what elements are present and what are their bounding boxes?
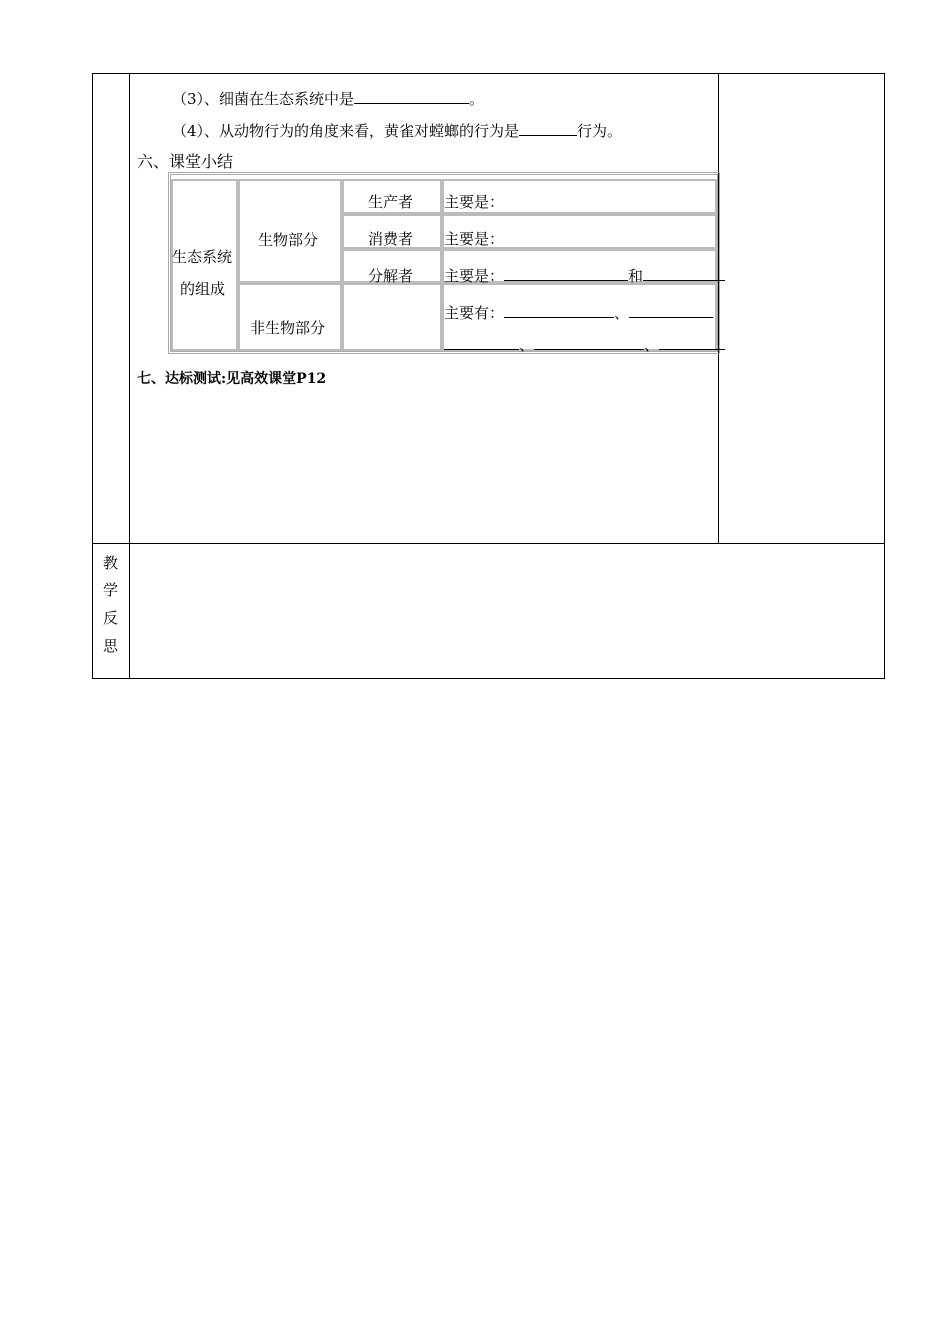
question-4 xyxy=(172,121,622,141)
reflection-char-2: 学 xyxy=(103,581,119,599)
nonbio-part-cell xyxy=(238,283,342,351)
producer-label: 生产者 xyxy=(368,193,414,211)
root-label-line1: 生态系统 xyxy=(172,248,233,266)
answer-blank[interactable] xyxy=(444,335,519,350)
nonbio-part-label: 非生物部分 xyxy=(250,319,326,337)
answer-blank[interactable] xyxy=(504,266,628,281)
answer-blank[interactable] xyxy=(519,121,577,136)
question-3-text: （3）、细菌在生态系统中是 xyxy=(172,90,355,108)
answer-blank[interactable] xyxy=(534,335,644,350)
decomposer-label: 分解者 xyxy=(368,267,414,285)
reflection-char-3: 反 xyxy=(103,609,119,627)
root-label-line2: 的组成 xyxy=(180,280,226,298)
answer-blank[interactable] xyxy=(629,303,713,318)
separator: 、 xyxy=(519,336,535,354)
question-4-end: 行为。 xyxy=(577,122,623,140)
outer-right-border xyxy=(884,73,885,678)
outer-bottom-border xyxy=(92,678,885,679)
outer-top-border xyxy=(92,73,885,74)
decomposer-and: 和 xyxy=(628,267,644,285)
section-6-title: 六、课堂小结 xyxy=(137,152,234,171)
separator: 、 xyxy=(644,336,660,354)
nonbio-desc-label: 主要有： xyxy=(444,304,505,322)
consumer-label: 消费者 xyxy=(368,230,414,248)
nonbio-desc-line2 xyxy=(444,335,725,355)
separator: 、 xyxy=(614,304,630,322)
consumer-desc: 主要是： xyxy=(444,230,505,248)
question-4-text: （4）、从动物行为的角度来看，黄雀对螳螂的行为是 xyxy=(172,122,520,140)
summary-table xyxy=(168,172,720,354)
reflection-char-4: 思 xyxy=(103,637,119,655)
question-3 xyxy=(172,89,484,109)
answer-blank[interactable] xyxy=(659,335,725,350)
col-divider-left xyxy=(129,73,130,678)
answer-blank[interactable] xyxy=(504,303,614,318)
decomposer-desc xyxy=(444,266,725,286)
row-divider xyxy=(92,543,885,544)
decomposer-desc-label: 主要是： xyxy=(444,267,505,285)
outer-left-border xyxy=(92,73,93,678)
nonbio-desc-line1 xyxy=(444,303,713,323)
answer-blank[interactable] xyxy=(643,266,725,281)
nonbio-empty-cell xyxy=(342,283,442,351)
answer-blank[interactable] xyxy=(354,89,469,104)
question-3-end: 。 xyxy=(469,90,485,108)
bio-part-label: 生物部分 xyxy=(258,231,319,249)
producer-desc: 主要是： xyxy=(444,193,505,211)
section-7-title: 七、达标测试:见高效课堂P12 xyxy=(137,371,327,387)
reflection-char-1: 教 xyxy=(103,554,119,572)
